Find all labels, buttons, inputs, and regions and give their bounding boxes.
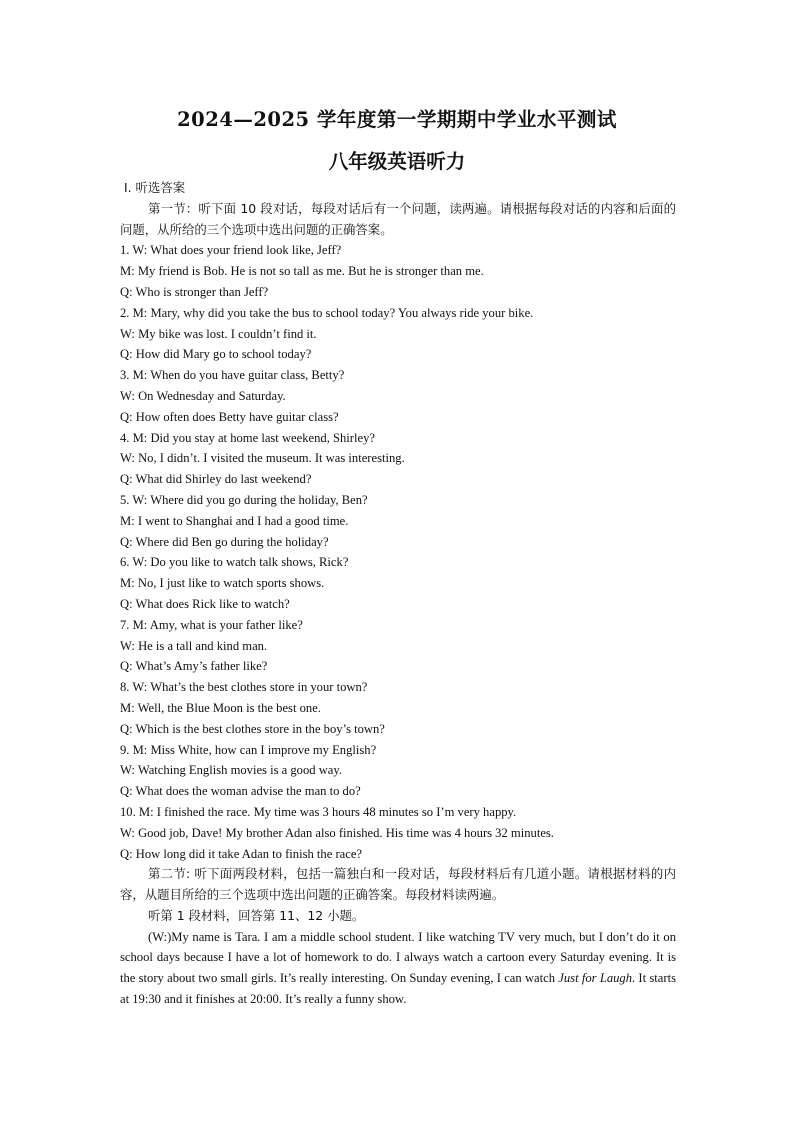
page-subtitle: 八年级英语听力	[328, 150, 466, 173]
material1-label: 听第 1 段材料，回答第 11、12 小题。	[148, 907, 365, 923]
dialogue-line: 8. W: What’s the best clothes store in your town?	[120, 680, 368, 695]
dialogue-line: Q: Where did Ben go during the holiday?	[120, 534, 329, 549]
dialogue-line: Q: What’s Amy’s father like?	[120, 659, 268, 674]
dialogue-line: 10. M: I finished the race. My time was 3 hours 48 minutes so I’m very happy.	[120, 804, 517, 819]
dialogue-line: W: Watching English movies is a good way.	[120, 763, 343, 778]
dialogue-line: 4. M: Did you stay at home last weekend, Shirley?	[120, 430, 375, 445]
dialogue-line: 6. W: Do you like to watch talk shows, Rick?	[120, 555, 349, 570]
dialogue-line: W: Good job, Dave! My brother Adan also finished. His time was 4 hours 32 minutes.	[120, 825, 554, 840]
dialogue-line: Q: Who is stronger than Jeff?	[120, 284, 269, 299]
dialogue-line: 5. W: Where did you go during the holiday, Ben?	[120, 492, 368, 507]
page-title: 2024—2025 学年度第一学期期中学业水平测试	[177, 108, 617, 131]
monologue-text-after: . It starts at 19:30 and it finishes at 20:00. It’s really a funny show.	[120, 971, 676, 1007]
dialogue-line: Q: Which is the best clothes store in the boy’s town?	[120, 721, 385, 736]
dialogue-list	[120, 240, 676, 864]
dialogue-line: W: He is a tall and kind man.	[120, 638, 268, 653]
dialogue-line: Q: How long did it take Adan to finish the race?	[120, 846, 363, 861]
dialogue-line: W: On Wednesday and Saturday.	[120, 388, 286, 403]
dialogue-line: W: No, I didn’t. I visited the museum. It was interesting.	[120, 451, 405, 466]
dialogue-line: Q: How often does Betty have guitar class?	[120, 409, 339, 424]
show-title: Just for Laugh	[558, 971, 633, 986]
dialogue-line: Q: What does the woman advise the man to do?	[120, 784, 361, 799]
dialogue-line: 7. M: Amy, what is your father like?	[120, 617, 303, 632]
dialogue-line: M: Well, the Blue Moon is the best one.	[120, 700, 321, 715]
dialogue-line: M: My friend is Bob. He is not so tall as me. But he is stronger than me.	[120, 264, 484, 279]
monologue-text-before: (W:)My name is Tara. I am a middle school student. I like watching TV very much, but I don’t do it on school days because I have a lot of homework to do. I always watch a cartoon every Saturday evening. It is the story about two small girls. It’s really interesting. On Sunday evening, I can watch	[120, 929, 676, 986]
dialogue-line: 1. W: What does your friend look like, Jeff?	[120, 243, 342, 258]
dialogue-line: M: I went to Shanghai and I had a good time.	[120, 513, 349, 528]
section-heading: Ⅰ. 听选答案	[124, 180, 186, 195]
dialogue-line: 3. M: When do you have guitar class, Betty?	[120, 368, 345, 383]
dialogue-line: Q: What did Shirley do last weekend?	[120, 472, 312, 487]
part1-instructions: 第一节：听下面 10 段对话，每段对话后有一个问题，读两遍。请根据每段对话的内容和后面的问题，从所给的三个选项中选出问题的正确答案。	[120, 200, 676, 237]
dialogue-line: Q: What does Rick like to watch?	[120, 596, 290, 611]
dialogue-line: Q: How did Mary go to school today?	[120, 347, 312, 362]
document-body	[120, 178, 676, 1010]
dialogue-line: 9. M: Miss White, how can I improve my English?	[120, 742, 377, 757]
part2-instructions: 第二节: 听下面两段材料，包括一篇独白和一段对话，每段材料后有几道小题。请根据材料的内容，从题目所给的三个选项中选出问题的正确答案。每段材料读两遍。	[120, 866, 676, 903]
dialogue-line: 2. M: Mary, why did you take the bus to school today? You always ride your bike.	[120, 305, 534, 320]
dialogue-line: M: No, I just like to watch sports shows.	[120, 576, 325, 591]
dialogue-line: W: My bike was lost. I couldn’t find it.	[120, 326, 317, 341]
monologue-paragraph	[120, 927, 676, 1010]
